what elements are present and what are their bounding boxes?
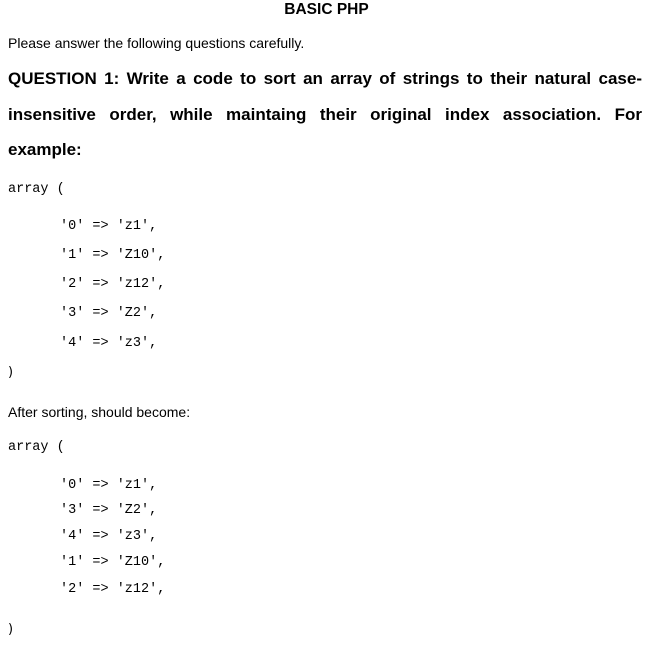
after-array-entry: '2' => 'z12', [60,582,166,597]
after-array-entry: '4' => 'z3', [60,529,158,544]
page-title: BASIC PHP [284,1,369,18]
after-sorting-label: After sorting, should become: [8,404,191,420]
after-array-entry: '3' => 'Z2', [60,503,158,518]
before-array-open: array ( [8,182,65,197]
before-array-entry: '1' => 'Z10', [60,248,166,263]
question-text: QUESTION 1: Write a code to sort an array of strings to their natural case-insensitive order, while maintaing their original index association. For example: [8,69,642,159]
after-array-open: array ( [8,440,65,455]
before-array-entry: '0' => 'z1', [60,219,158,234]
before-array-entry: '3' => 'Z2', [60,306,158,321]
after-array-entry: '0' => 'z1', [60,478,158,493]
intro-text: Please answer the following questions carefully. [8,35,305,51]
before-array-close: ) [8,365,14,380]
before-array-entry: '4' => 'z3', [60,336,158,351]
after-array-entry: '1' => 'Z10', [60,555,166,570]
before-array-entry: '2' => 'z12', [60,277,166,292]
after-array-close: ) [8,622,14,637]
